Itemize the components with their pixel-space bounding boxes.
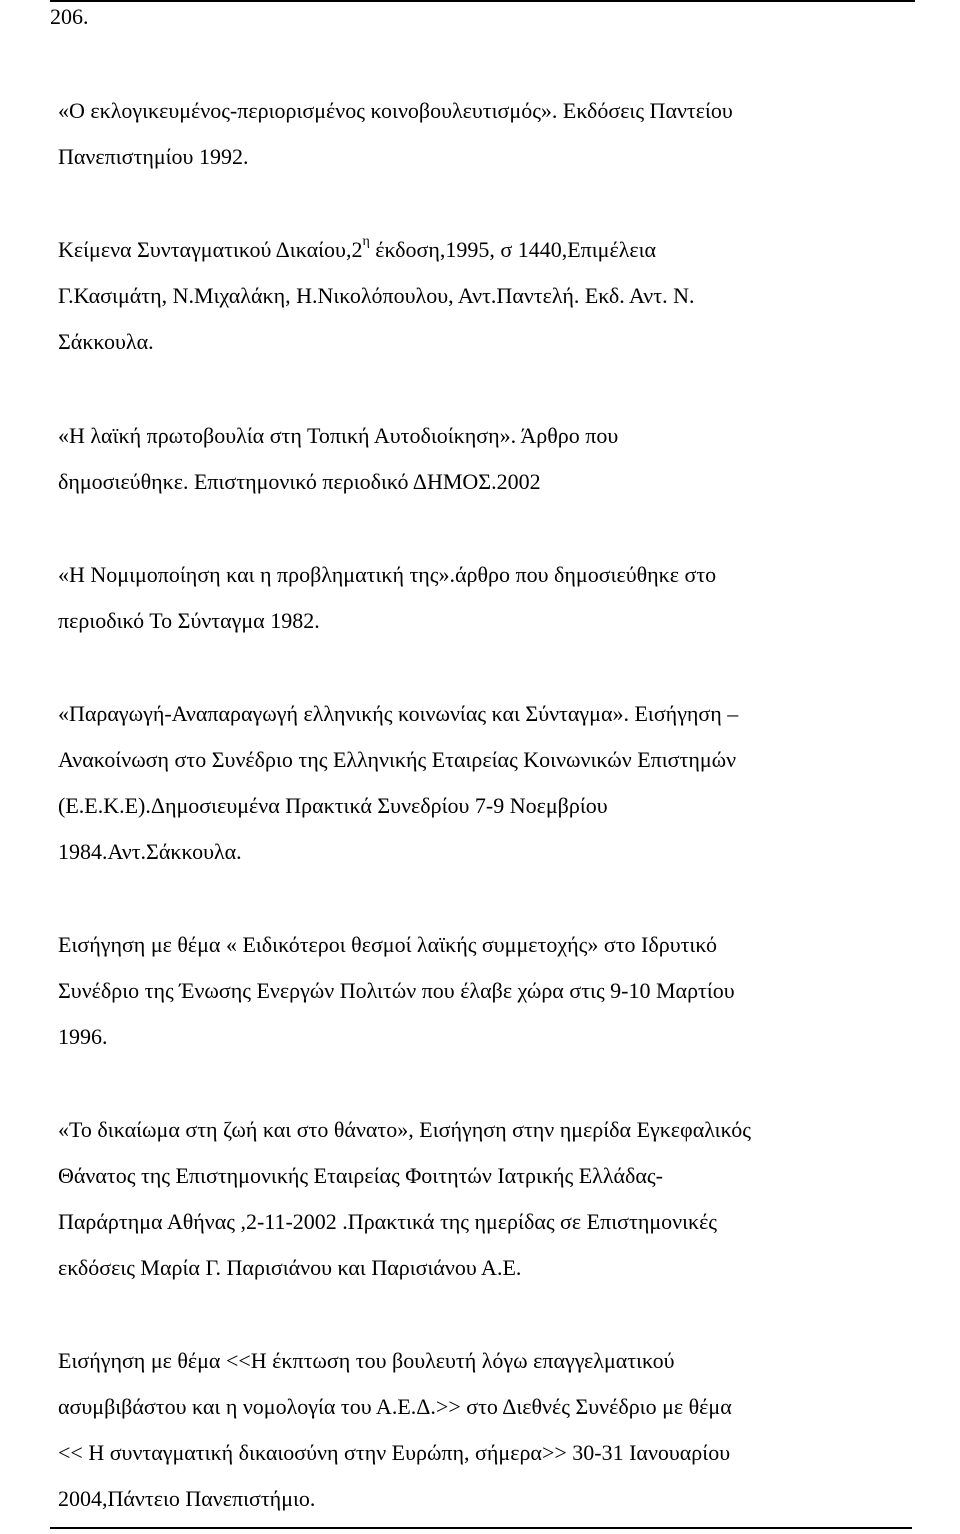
reference-4-line-2: περιοδικό Το Σύνταγμα 1982. (58, 608, 320, 633)
reference-2-line-1 (58, 234, 657, 262)
reference-8-line-4: 2004,Πάντειο Πανεπιστήμιο. (58, 1486, 316, 1511)
reference-7-line-4: εκδόσεις Μαρία Γ. Παρισιάνου και Παρισιάνου Α.Ε. (58, 1255, 522, 1280)
reference-7-line-1: «Το δικαίωμα στη ζωή και στο θάνατο», Εισήγηση στην ημερίδα Εγκεφαλικός (58, 1117, 751, 1142)
reference-2-line-3: Σάκκουλα. (58, 329, 154, 354)
reference-7-line-2: Θάνατος της Επιστημονικής Εταιρείας Φοιτητών Ιατρικής Ελλάδας- (58, 1163, 663, 1188)
reference-5-line-4: 1984.Αντ.Σάκκουλα. (58, 839, 242, 864)
reference-8-line-2: ασυμβιβάστου και η νομολογία του Α.Ε.Δ.>> στο Διεθνές Συνέδριο με θέμα (58, 1394, 732, 1419)
reference-8-line-3: << Η συνταγματική δικαιοσύνη στην Ευρώπη, σήμερα>> 30-31 Ιανουαρίου (58, 1440, 731, 1465)
bottom-rule (50, 1527, 912, 1529)
reference-6-line-1: Εισήγηση με θέμα « Ειδικότεροι θεσμοί λαϊκής συμμετοχής» στο Ιδρυτικό (58, 932, 717, 957)
reference-5-line-2: Ανακοίνωση στο Συνέδριο της Ελληνικής Εταιρείας Κοινωνικών Επιστημών (58, 747, 737, 772)
reference-7-line-3: Παράρτημα Αθήνας ,2-11-2002 .Πρακτικά της ημερίδας σε Επιστημονικές (58, 1209, 718, 1234)
reference-6-line-2: Συνέδριο της Ένωσης Ενεργών Πολιτών που έλαβε χώρα στις 9-10 Μαρτίου (58, 978, 735, 1003)
reference-5-line-3: (Ε.Ε.Κ.Ε).Δημοσιευμένα Πρακτικά Συνεδρίου 7-9 Νοεμβρίου (58, 793, 608, 818)
reference-1-line-1: «Ο εκλογικευμένος-περιορισμένος κοινοβουλευτισμός». Εκδόσεις Παντείου (58, 98, 733, 123)
page-number: 206. (50, 4, 89, 29)
reference-2-line-2: Γ.Κασιμάτη, Ν.Μιχαλάκη, Η.Νικολόπουλου, Αντ.Παντελή. Εκδ. Αντ. Ν. (58, 283, 695, 308)
reference-8-line-1: Εισήγηση με θέμα <<Η έκπτωση του βουλευτή λόγω επαγγελματικού (58, 1348, 675, 1373)
reference-5-line-1: «Παραγωγή-Αναπαραγωγή ελληνικής κοινωνίας και Σύνταγμα». Εισήγηση – (58, 701, 739, 726)
reference-6-line-3: 1996. (58, 1024, 108, 1049)
reference-3-line-2: δημοσιεύθηκε. Επιστημονικό περιοδικό ΔΗΜΟΣ.2002 (58, 469, 541, 494)
top-rule (50, 0, 915, 2)
reference-3-line-1: «Η λαϊκή πρωτοβουλία στη Τοπική Αυτοδιοίκηση». Άρθρο που (58, 423, 619, 448)
reference-4-line-1: «Η Νομιμοποίηση και η προβληματική της».άρθρο που δημοσιεύθηκε στο (58, 562, 717, 587)
reference-1-line-2: Πανεπιστημίου 1992. (58, 144, 249, 169)
reference-2-line-1-post: έκδοση,1995, σ 1440,Επιμέλεια (369, 237, 657, 262)
reference-2-line-1-pre: Κείμενα Συνταγματικού Δικαίου,2 (58, 237, 363, 262)
reference-2-superscript: η (362, 234, 370, 249)
